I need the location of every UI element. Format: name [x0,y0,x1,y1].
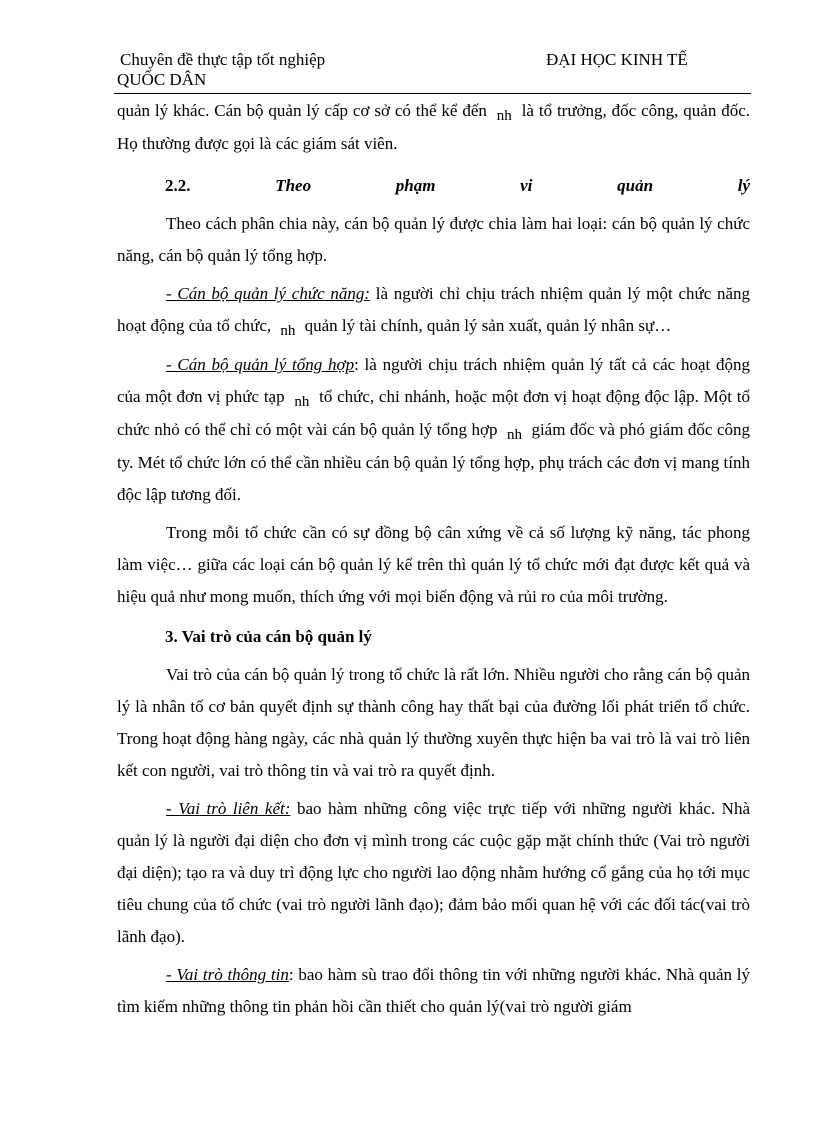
heading-word: phạm [395,176,436,195]
text-run: bao hàm những công việc trực tiếp với những người khác. Nhà quản lý là người đại diện cho đơn vị mình trong các cuộc gặp mặt chính thức (Vai trò người đại diện); tạo ra và duy trì động lực cho người lao động nhằm hướng cố gắng của họ tới mục tiêu chung của tổ chức (vai trò người lãnh đạo); đảm bảo mối quan hệ với các đối tác(vai trò lãnh đạo). [117,799,750,946]
document-body [117,95,750,1023]
section-heading-3: 3. Vai trò của cán bộ quản lý [165,627,372,646]
heading-number: 2.2. [165,176,191,195]
header-left-line2: QUỐC DÂN [117,70,207,89]
text-run: giám đốc và phó giám đốc công ty. Mét tổ chức lớn có thể cần nhiều cán bộ quản lý tổng hợp, phụ trách các đơn vị mang tính độc lập tương đối. [117,420,750,504]
nh-mark: nh [280,323,296,339]
text-run: là người chỉ chịu trách nhiệm quản lý một chức năng hoạt động của tổ chức, [117,284,751,335]
heading-word: quản [617,176,654,195]
paragraph-1 [117,95,750,160]
paragraph-5: Trong mỗi tổ chức cần có sự đồng bộ cân xứng về cả số lượng kỹ năng, tác phong làm việc… giữa các loại cán bộ quản lý kể trên thì quản lý tổ chức mới đạt được kết quả và hiệu quả như mong muốn, thích ứng với mọi biến động và rủi ro của môi trường. [117,523,750,606]
section-heading-2-2 [117,170,750,202]
term-chuc-nang: - Cán bộ quản lý chức năng: [166,284,371,303]
heading-word: vi [520,176,533,195]
term-tong-hop: - Cán bộ quản lý tổng hợp [166,355,355,374]
term-thong-tin: - Vai trò thông tin [166,965,289,984]
nh-mark: nh [496,108,512,124]
text-run: tổ chức, chi nhánh, hoặc một đơn vị hoạt động độc lập. Một tổ chức nhỏ có thể chỉ có một vài cán bộ quản lý tổng hợp [117,387,751,439]
heading-word: lý [737,176,750,195]
header-rule [114,93,751,94]
term-lien-ket: - Vai trò liên kết: [166,799,291,818]
text-run: quản lý khác. Cán bộ quản lý cấp cơ sở có thể kể đến [117,101,487,120]
text-run: : là người chịu trách nhiệm quản lý tất cả các hoạt động của một đơn vị phức tạp [117,355,750,406]
text-run: là tổ trưởng, đốc công, quản đốc. Họ thường được gọi là các giám sát viên. [117,101,751,153]
paragraph-8 [117,959,750,1023]
header-left-line1: Chuyên đề thực tập tốt nghiệp [120,50,326,69]
paragraph-7 [117,793,750,953]
header-university: ĐẠI HỌC KINH TẾ [546,50,688,69]
text-run: quản lý tài chính, quản lý sản xuất, quản lý nhân sự… [304,316,672,335]
heading-word: Theo [275,176,312,195]
nh-mark: nh [294,394,310,410]
paragraph-4 [117,349,750,511]
paragraph-3 [117,278,750,343]
nh-mark: nh [506,427,522,443]
paragraph-2: Theo cách phân chia này, cán bộ quản lý được chia làm hai loại: cán bộ quản lý chức năng, cán bộ quản lý tổng hợp. [117,214,750,265]
paragraph-6: Vai trò của cán bộ quản lý trong tổ chức là rất lớn. Nhiều người cho rằng cán bộ quản lý là nhân tố cơ bản quyết định sự thành công hay thất bại của đường lối phát triển tổ chức. Trong hoạt động hàng ngày, các nhà quản lý thường xuyên thực hiện ba vai trò là vai trò liên kết con người, vai trò thông tin và vai trò ra quyết định. [117,665,750,780]
text-run: : bao hàm sù trao đổi thông tin với những người khác. Nhà quản lý tìm kiếm những thông tin phản hồi cần thiết cho quản lý(vai trò người giám [117,965,750,1016]
